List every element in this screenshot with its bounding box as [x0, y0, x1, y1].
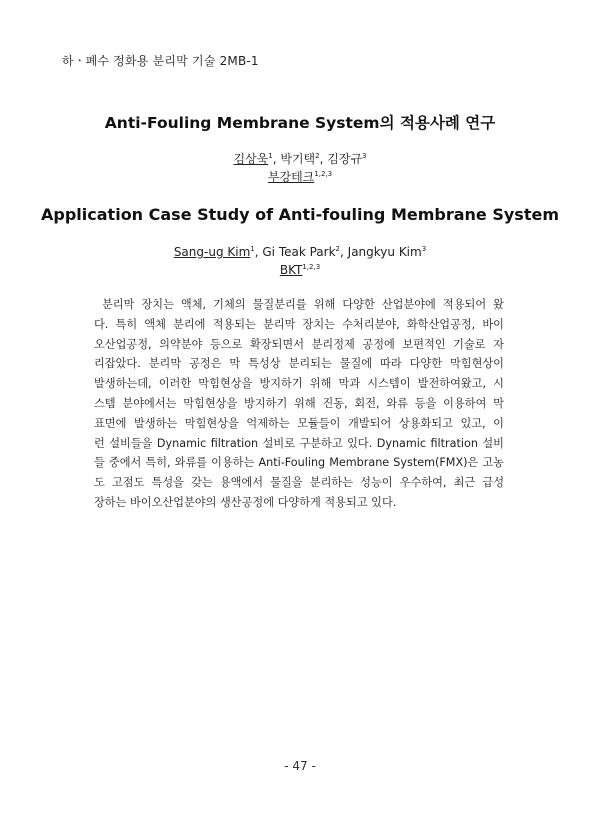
author-3-english: Jangkyu Kim — [347, 245, 422, 259]
abstract-line: 오산업공정, 의약분야 등으로 확장되면서 분리정제 공정에 보편적인 기술로 자 — [94, 337, 504, 351]
abstract-line: 발생하는데, 이러한 막힘현상을 방지하기 위해 막과 시스템이 발전하여왔고, 시 — [94, 377, 504, 391]
page-number: - 47 - — [284, 759, 316, 773]
author-2-superscript: 2 — [315, 152, 320, 160]
affiliation-name-korean: 부강테크 — [267, 170, 315, 184]
running-head: 하ㆍ폐수 정화용 분리막 기술 2MB-1 — [62, 54, 259, 68]
affiliation-superscript: 1,2,3 — [314, 170, 333, 178]
author-separator: , — [272, 152, 281, 166]
abstract-line: 다. 특히 액체 분리에 적용되는 분리막 장치는 수처리분야, 화학산업공정, 바이 — [94, 317, 504, 331]
affiliation-korean — [0, 168, 600, 185]
affiliation-english — [0, 263, 600, 277]
author-separator: , — [254, 245, 263, 259]
abstract-line: 리잡았다. 분리막 공정은 막 특성상 분리되는 물질에 따라 다양한 막힘현상이 — [94, 357, 504, 371]
author-separator: , — [340, 245, 348, 259]
author-2-english: Gi Teak Park — [262, 245, 336, 259]
authors-english — [0, 245, 600, 259]
author-3-superscript: 3 — [421, 245, 427, 253]
abstract-body — [94, 295, 504, 513]
author-1-superscript: 1 — [250, 245, 255, 253]
abstract-line: 런 설비들을 Dynamic filtration 설비로 구분하고 있다. Dynamic filtration 설비 — [94, 436, 504, 450]
author-3-korean: 김장규 — [327, 152, 363, 166]
affiliation-name-english: BKT — [279, 263, 303, 277]
author-2-superscript: 2 — [335, 245, 341, 253]
author-separator: , — [319, 152, 328, 166]
abstract-line: 들 중에서 특히, 와류를 이용하는 Anti-Fouling Membrane System(FMX)은 고농 — [94, 456, 504, 470]
authors-korean — [0, 150, 600, 167]
abstract-line: 표면에 발생하는 막힘현상을 억제하는 모듈들이 개발되어 상용화되고 있고, 이 — [94, 416, 504, 430]
author-1-english: Sang-ug Kim — [173, 245, 251, 259]
author-1-superscript: 1 — [268, 152, 273, 160]
author-1-korean: 김상욱 — [233, 152, 269, 166]
title-english: Application Case Study of Anti-fouling Membrane System — [41, 205, 559, 224]
abstract-line: 스템 분야에서는 막힘현상을 방지하기 위해 진동, 회전, 와류 등을 이용하여 막 — [94, 396, 504, 410]
author-2-korean: 박기택 — [280, 152, 316, 166]
abstract-line: 장하는 바이오산업분야의 생산공정에 다양하게 적용되고 있다. — [94, 495, 397, 509]
title-korean: Anti-Fouling Membrane System의 적용사례 연구 — [104, 114, 496, 132]
affiliation-superscript: 1,2,3 — [302, 263, 321, 271]
abstract-line: 도 고점도 특성을 갖는 용액에서 물질을 분리하는 성능이 우수하여, 최근 급성 — [94, 476, 504, 490]
abstract-line: 분리막 장치는 액체, 기체의 물질분리를 위해 다양한 산업분야에 적용되어 왔 — [102, 298, 504, 311]
author-3-superscript: 3 — [362, 152, 367, 160]
